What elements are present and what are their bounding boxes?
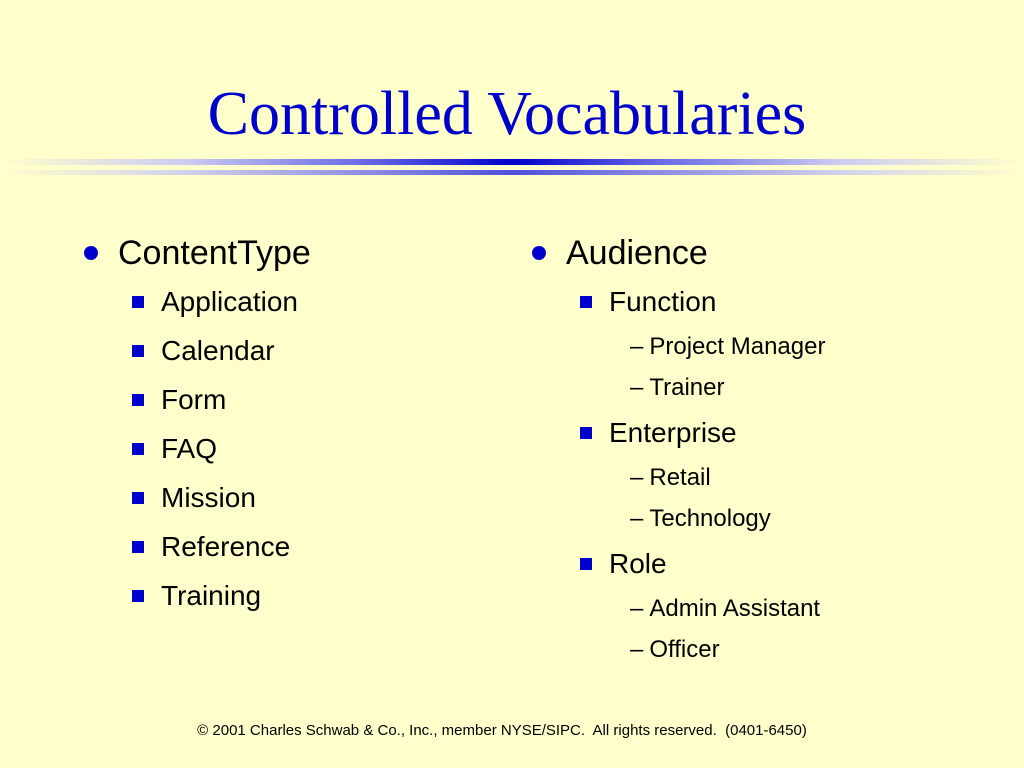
sub-item: Retail	[649, 463, 711, 491]
sub-item: Technology	[649, 504, 771, 532]
dash-bullet-icon: –	[630, 504, 644, 532]
bullet-level-3	[630, 367, 988, 408]
bullet-level-2	[132, 424, 500, 473]
bullet-level-2	[580, 277, 988, 326]
title-divider-line	[0, 159, 1024, 165]
bullet-level-2	[580, 539, 988, 588]
square-bullet-icon	[580, 427, 592, 439]
square-bullet-icon	[580, 558, 592, 570]
round-bullet-icon	[532, 246, 546, 260]
left-column	[80, 229, 500, 620]
square-bullet-icon	[132, 541, 144, 553]
list-item: Calendar	[161, 334, 275, 366]
bullet-level-2	[580, 408, 988, 457]
square-bullet-icon	[132, 590, 144, 602]
bullet-level-3	[630, 457, 988, 498]
column-heading: ContentType	[118, 233, 311, 272]
bullet-level-3	[630, 326, 988, 367]
copyright-footer: © 2001 Charles Schwab & Co., Inc., member NYSE/SIPC. All rights reserved. (0401-6450)	[197, 722, 807, 739]
square-bullet-icon	[132, 492, 144, 504]
list-item: Mission	[161, 481, 256, 513]
sub-item: Trainer	[649, 373, 725, 401]
dash-bullet-icon: –	[630, 373, 644, 401]
slide-title: Controlled Vocabularies	[207, 80, 807, 148]
bullet-level-2	[132, 375, 500, 424]
bullet-level-1	[528, 229, 988, 277]
dash-bullet-icon: –	[630, 463, 644, 491]
dash-bullet-icon: –	[630, 594, 644, 622]
group-label: Enterprise	[609, 416, 737, 448]
bullet-level-1	[80, 229, 500, 277]
list-item: Training	[161, 579, 262, 611]
sub-item: Project Manager	[649, 332, 826, 360]
list-item: FAQ	[161, 432, 218, 464]
round-bullet-icon	[84, 246, 98, 260]
square-bullet-icon	[132, 394, 144, 406]
square-bullet-icon	[132, 345, 144, 357]
bullet-level-3	[630, 498, 988, 539]
bullet-level-3	[630, 588, 988, 629]
bullet-level-2	[132, 473, 500, 522]
bullet-level-2	[132, 277, 500, 326]
bullet-level-2	[132, 522, 500, 571]
group-label: Role	[609, 547, 667, 579]
dash-bullet-icon: –	[630, 332, 644, 360]
square-bullet-icon	[132, 296, 144, 308]
bullet-level-2	[132, 326, 500, 375]
right-column	[528, 229, 988, 670]
square-bullet-icon	[132, 443, 144, 455]
sub-item: Admin Assistant	[649, 594, 821, 622]
bullet-level-3	[630, 629, 988, 670]
list-item: Reference	[161, 530, 291, 562]
sub-item: Officer	[649, 635, 720, 663]
square-bullet-icon	[580, 296, 592, 308]
group-label: Function	[609, 285, 717, 317]
bullet-level-2	[132, 571, 500, 620]
list-item: Application	[161, 285, 298, 317]
dash-bullet-icon: –	[630, 635, 644, 663]
list-item: Form	[161, 383, 227, 415]
column-heading: Audience	[566, 233, 708, 272]
title-divider-line-secondary	[0, 170, 1024, 175]
